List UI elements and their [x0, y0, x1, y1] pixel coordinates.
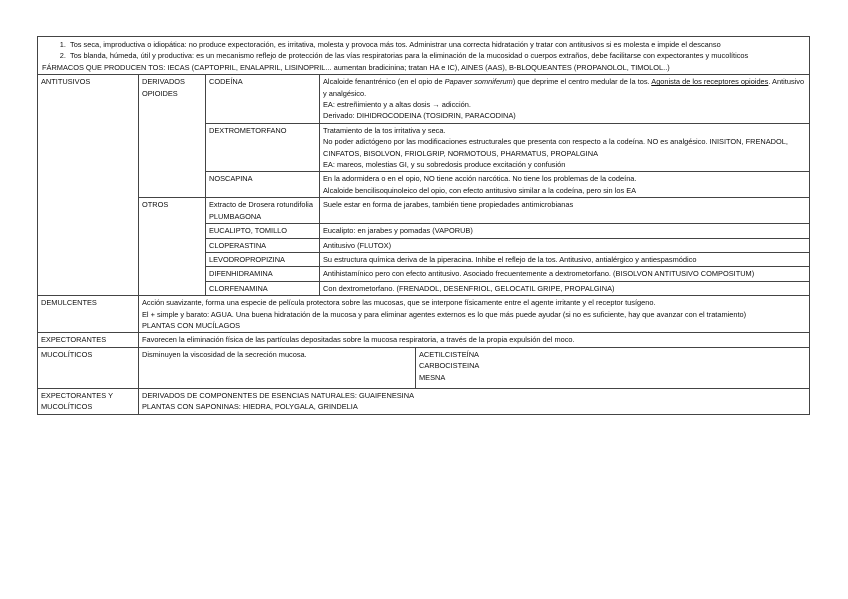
- eucalipto-name: EUCALIPTO, TOMILLO: [206, 224, 320, 238]
- codeina-text-a: Alcaloide fenantrénico (en el opio de: [323, 77, 445, 87]
- pharmacology-table: [37, 36, 810, 415]
- expectorantes-mucoliticos-label: EXPECTORANTES Y MUCOLÍTICOS: [38, 388, 139, 414]
- expectorantes-desc: Favorecen la eliminación física de las partículas depositadas sobre la mucosa respiratoria, a través de la propia expulsión del moco.: [139, 333, 810, 347]
- expectorantes-label: EXPECTORANTES: [38, 333, 139, 347]
- levodropropizina-name: LEVODROPROPIZINA: [206, 252, 320, 266]
- mucoliticos-desc: Disminuyen la viscosidad de la secreción mucosa.: [139, 347, 416, 388]
- demulcentes-desc: [139, 296, 810, 333]
- document-sheet: [37, 36, 809, 415]
- expectorantes-mucoliticos-row: [38, 388, 810, 414]
- expmuco-line-1: DERIVADOS DE COMPONENTES DE ESENCIAS NATURALES: GUAIFENESINA: [142, 390, 414, 400]
- dextrometorfano-desc: [320, 123, 810, 172]
- cough-type-productive: 2. Tos blanda, húmeda, útil y productiva: es un mecanismo reflejo de protección de las vías respiratorias para la eliminación de la mucosidad o cuerpos extraños, debe facilitarse con expectorantes y mucolíticos: [68, 50, 805, 61]
- difenhidramina-name: DIFENHIDRAMINA: [206, 267, 320, 281]
- codeina-derivado: Derivado: DIHIDROCODEINA (TOSIDRIN, PARACODINA): [323, 111, 516, 121]
- intro-cell: [38, 37, 810, 75]
- noscapina-name: NOSCAPINA: [206, 172, 320, 198]
- demulcentes-line-2: El + simple y barato: AGUA. Una buena hidratación de la mucosa y para eliminar agentes externos es lo que más puede ayudar (si no es suficiente, hay que avanzar con el tratamiento): [142, 309, 747, 319]
- expmuco-line-2: PLANTAS CON SAPONINAS: HIEDRA, POLYGALA, GRINDELIA: [142, 402, 358, 412]
- codeina-name: CODEÍNA: [206, 75, 320, 124]
- cloperastina-desc: Antitusivo (FLUTOX): [320, 238, 810, 252]
- drosera-desc: Suele estar en forma de jarabes, también tiene propiedades antimicrobianas: [320, 198, 810, 224]
- codeina-text-e: . Antitusivo y analgésico.: [323, 77, 805, 98]
- cough-types-list: [42, 39, 805, 62]
- codeina-species: Papaver somniferum: [444, 77, 513, 87]
- codeina-ea: EA: estreñimiento y a altas dosis → adicción.: [323, 100, 471, 110]
- intro-row: [38, 37, 810, 75]
- expectorantes-mucoliticos-desc: [139, 388, 810, 414]
- dextrometorfano-name: DEXTROMETORFANO: [206, 123, 320, 172]
- cough-inducing-drugs-note: FÁRMACOS QUE PRODUCEN TOS: IECAS (CAPTOPRIL, ENALAPRIL, LISINOPRIL... aumentan bradicinina; tratan HA e IC), AINES (AAS), B-BLOQUEANTES (PROPANOLOL, TIMOLOL..): [42, 62, 670, 72]
- codeina-row: [38, 75, 810, 124]
- eucalipto-desc: Eucalipto: en jarabes y pomadas (VAPORUB): [320, 224, 810, 238]
- demulcentes-label: DEMULCENTES: [38, 296, 139, 333]
- mucoliticos-label: MUCOLÍTICOS: [38, 347, 139, 388]
- dextro-line-2: No poder adictógeno por las modificaciones estructurales que presenta con respecto a la codeína. NO es analgésico. INISITON, FRENADOL, CINFATOS, BISOLVON, FRIOLGRIP, NORMOTOUS, PHARMATUS, PROPALGINA: [323, 137, 788, 158]
- demulcentes-line-1: Acción suavizante, forma una especie de película protectora sobre las mucosas, que se interpone físicamente entre el agente irritante y el receptor tusígeno.: [142, 298, 656, 308]
- noscapina-line-2: Alcaloide bencilisoquinoleico del opio, con efecto antitusivo similar a la codeína, pero sin los EA: [323, 185, 637, 195]
- mucolitico-mesna: MESNA: [419, 372, 446, 382]
- cough-type-dry: 1. Tos seca, improductiva o idiopática: no produce expectoración, es irritativa, molesta y provoca más tos. Administrar una correcta hidratación y tratar con antitusivos si es molesta e impide el descanso: [68, 39, 805, 50]
- derivados-opioides-label: DERIVADOS OPIOIDES: [139, 75, 206, 198]
- mucoliticos-drugs: [416, 347, 810, 388]
- drosera-row: [38, 198, 810, 224]
- demulcentes-row: [38, 296, 810, 333]
- codeina-agonist: Agonista de los receptores opioides: [651, 77, 769, 87]
- expectorantes-row: [38, 333, 810, 347]
- clorfenamina-desc: Con dextrometorfano. (FRENADOL, DESENFRIOL, GELOCATIL GRIPE, PROPALGINA): [320, 281, 810, 295]
- cloperastina-name: CLOPERASTINA: [206, 238, 320, 252]
- levodropropizina-desc: Su estructura química deriva de la piperacina. Inhibe el reflejo de la tos. Antitusivo, antialérgico y antiespasmódico: [320, 252, 810, 266]
- codeina-text-c: ) que deprime el centro medular de la tos.: [512, 77, 652, 87]
- codeina-desc: [320, 75, 810, 124]
- mucolitico-carbocisteina: CARBOCISTEINA: [419, 361, 480, 371]
- antitusivos-label: ANTITUSIVOS: [38, 75, 139, 296]
- mucolitico-acetilcisteina: ACETILCISTEÍNA: [419, 349, 479, 359]
- clorfenamina-name: CLORFENAMINA: [206, 281, 320, 295]
- mucoliticos-row: [38, 347, 810, 388]
- demulcentes-line-3: PLANTAS CON MUCÍLAGOS: [142, 320, 241, 330]
- noscapina-line-1: En la adormidera o en el opio, NO tiene acción narcótica. No tiene los problemas de la codeína.: [323, 174, 637, 184]
- noscapina-desc: [320, 172, 810, 198]
- otros-label: OTROS: [139, 198, 206, 296]
- dextro-line-1: Tratamiento de la tos irritativa y seca.: [323, 125, 446, 135]
- drosera-name: Extracto de Drosera rotundifolia PLUMBAGONA: [206, 198, 320, 224]
- difenhidramina-desc: Antihistamínico pero con efecto antitusivo. Asociado frecuentemente a dextrometorfano. (BISOLVON ANTITUSIVO COMPOSITUM): [320, 267, 810, 281]
- dextro-line-3: EA: mareos, molestias GI, y su sobredosis produce excitación y confusión: [323, 160, 566, 170]
